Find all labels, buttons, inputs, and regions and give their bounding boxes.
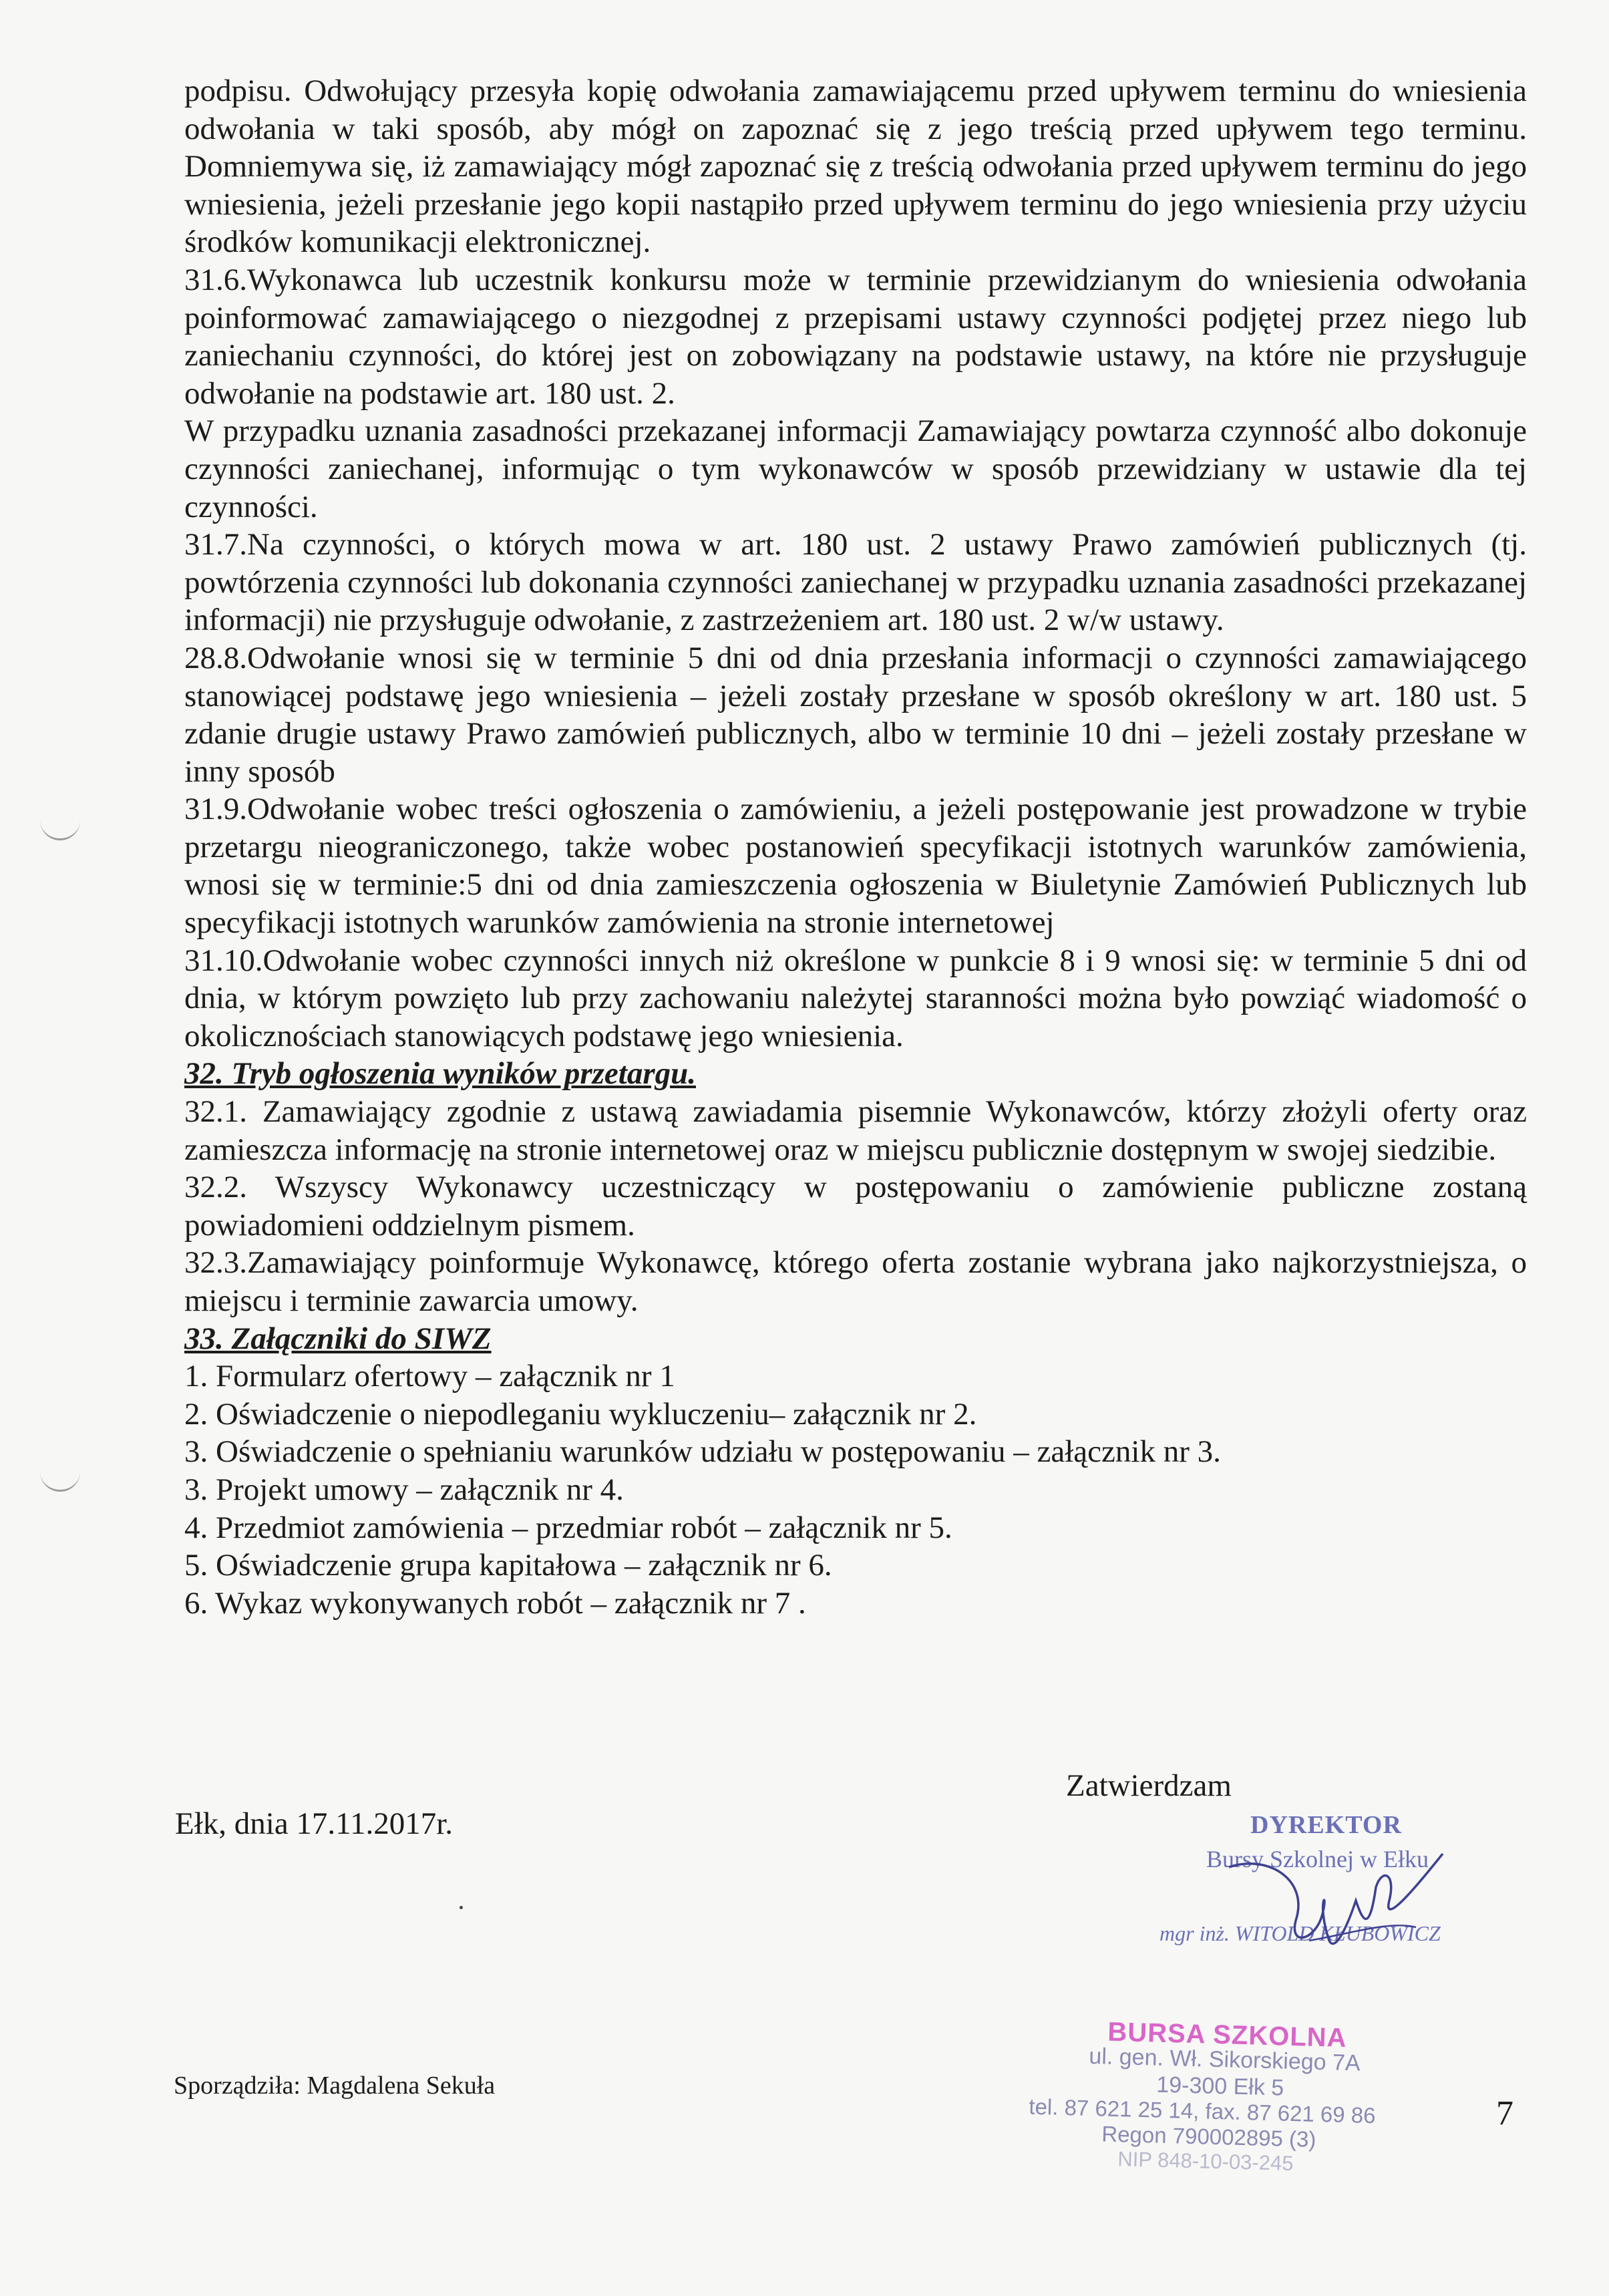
attachment-item: 4. Przedmiot zamówienia – przedmiar robót – załącznik nr 5.: [184, 1510, 952, 1545]
paragraph-32-3: 32.3.Zamawiający poinformuje Wykonawcę, którego oferta zostanie wybrana jako najkorzystniejsza, o miejscu i terminie zawarcia umowy.: [184, 1245, 1527, 1318]
paragraph-32-2: 32.2. Wszyscy Wykonawcy uczestniczący w postępowaniu o zamówienie publiczne zostaną powiadomieni oddzielnym pismem.: [184, 1170, 1527, 1243]
director-name: mgr inż. WITOLD KŁUBOWICZ: [1159, 1921, 1441, 1945]
punch-hole-mark: [40, 1470, 80, 1492]
attachment-item: 5. Oświadczenie grupa kapitałowa – załącznik nr 6.: [184, 1548, 832, 1583]
stamp-nip: NIP 848-10-03-245: [1117, 2147, 1294, 2176]
paragraph-31-7: 31.7.Na czynności, o których mowa w art. 180 ust. 2 ustawy Prawo zamówień publicznych (tj. powtórzenia czynności lub dokonania czynności zaniechanej w przypadku uznania zasadności przekazanej informacji) nie przysługuje odwołanie, z zastrzeżeniem art. 180 ust. 2 w/w ustawy.: [184, 527, 1527, 638]
stamp-city: 19-300 Ełk 5: [1155, 2072, 1284, 2101]
attachment-item: 1. Formularz ofertowy – załącznik nr 1: [184, 1359, 675, 1394]
paragraph-31-6: 31.6.Wykonawca lub uczestnik konkursu może w terminie przewidzianym do wniesienia odwołania poinformować zamawiającego o niezgodnej z przepisami ustawy czynności podjętej przez niego lub zaniechaniu czynności, do której jest on zobowiązany na podstawie ustawy, na które nie przysługuje odwołanie na podstawie art. 180 ust. 2.: [184, 262, 1527, 411]
section-32-heading: 32. Tryb ogłoszenia wyników przetargu.: [184, 1056, 696, 1092]
prepared-by: Sporządziła: Magdalena Sekuła: [174, 2072, 496, 2100]
signature-icon: [1216, 1840, 1483, 1974]
director-title: DYREKTOR: [1250, 1811, 1402, 1839]
paragraph-31-6-note: W przypadku uznania zasadności przekazanej informacji Zamawiający powtarza czynność albo dokonuje czynności zaniechanej, informując o tym wykonawców w sposób przewidziany w ustawie dla tej czynności.: [184, 414, 1527, 524]
paragraph-28-8: 28.8.Odwołanie wnosi się w terminie 5 dni od dnia przesłania informacji o czynności zamawiającego stanowiącej podstawę jego wniesienia – jeżeli zostały przesłane w sposób określony w art. 180 ust. 5 zdanie drugie ustawy Prawo zamówień publicznych, albo w terminie 10 dni – jeżeli zostały przesłane w inny sposób: [184, 640, 1527, 789]
paragraph-32-1: 32.1. Zamawiający zgodnie z ustawą zawiadamia pisemnie Wykonawców, którzy złożyli oferty oraz zamieszcza informację na stronie internetowej oraz w miejscu publicznie dostępnym w swojej siedzibie.: [184, 1094, 1527, 1167]
approve-label: Zatwierdzam: [1066, 1768, 1232, 1803]
dot-mark: [460, 1906, 463, 1909]
attachment-item: 6. Wykaz wykonywanych robót – załącznik nr 7 .: [184, 1585, 806, 1621]
section-33-heading: 33. Załączniki do SIWZ: [184, 1321, 492, 1356]
stamp-regon: Regon 790002895 (3): [1101, 2121, 1316, 2152]
page-number: 7: [1496, 2094, 1513, 2132]
place-date: Ełk, dnia 17.11.2017r.: [175, 1806, 454, 1841]
institution-stamp: [1026, 2015, 1459, 2227]
stamp-name: BURSA SZKOLNA: [1107, 2017, 1348, 2054]
attachment-item: 3. Oświadczenie o spełnianiu warunków udziału w postępowaniu – załącznik nr 3.: [184, 1434, 1221, 1470]
punch-hole-mark: [40, 818, 80, 840]
paragraph-31-9: 31.9.Odwołanie wobec treści ogłoszenia o zamówieniu, a jeżeli postępowanie jest prowadzone w trybie przetargu nieograniczonego, także wobec postanowień specyfikacji istotnych warunków zamówienia, wnosi się w terminie:5 dni od dnia zamieszczenia ogłoszenia w Biuletynie Zamówień Publicznych lub specyfikacji istotnych warunków zamówienia na stronie internetowej: [184, 792, 1527, 941]
stamp-street: ul. gen. Wł. Sikorskiego 7A: [1088, 2043, 1361, 2076]
director-subtitle: Bursy Szkolnej w Ełku: [1206, 1846, 1429, 1872]
paragraph-31-10: 31.10.Odwołanie wobec czynności innych niż określone w punkcie 8 i 9 wnosi się: w terminie 5 dni od dnia, w którym powzięto lub przy zachowaniu należytej staranności można było powziąć wiadomość o okolicznościach stanowiących podstawę jego wniesienia.: [184, 943, 1527, 1053]
attachment-item: 3. Projekt umowy – załącznik nr 4.: [184, 1472, 624, 1507]
stamp-phone: tel. 87 621 25 14, fax. 87 621 69 86: [1028, 2094, 1377, 2128]
document-body: [184, 72, 1527, 1622]
paragraph-intro: podpisu. Odwołujący przesyła kopię odwołania zamawiającemu przed upływem terminu do wniesienia odwołania w taki sposób, aby mógł on zapoznać się z jego treścią przed upływem tego terminu. Domniemywa się, iż zamawiający mógł zapoznać się z treścią odwołania przed upływem terminu do jego wniesienia, jeżeli przesłanie jego kopii nastąpiło przed upływem terminu do jego wniesienia przy użyciu środków komunikacji elektronicznej.: [184, 73, 1527, 260]
attachment-item: 2. Oświadczenie o niepodleganiu wykluczeniu– załącznik nr 2.: [184, 1396, 977, 1432]
